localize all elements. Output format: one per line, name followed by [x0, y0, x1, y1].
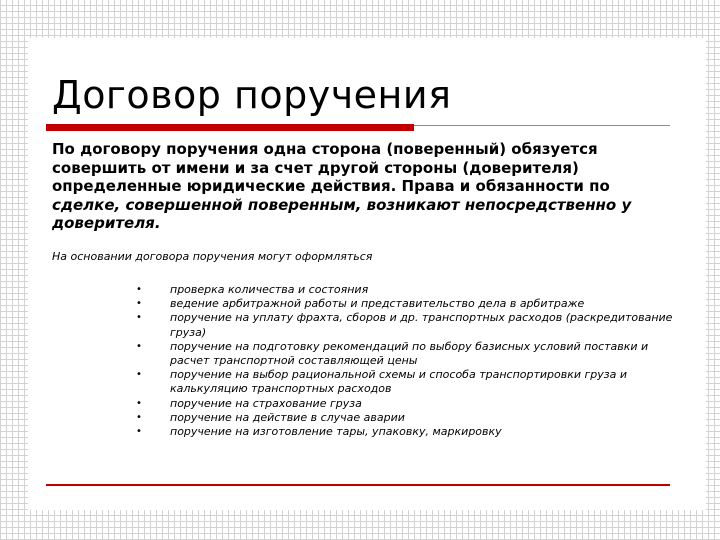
list-item	[136, 297, 676, 311]
list-item	[136, 340, 676, 368]
list-item-text: поручение на страхование груза	[170, 396, 362, 410]
bottom-rule	[46, 484, 670, 486]
lead-paragraph	[52, 140, 682, 233]
bullet-icon: •	[136, 312, 142, 324]
intro-line: На основании договора поручения могут оформляться	[52, 250, 373, 263]
bullet-icon: •	[136, 369, 142, 381]
list-item-text: ведение арбитражной работы и представительство дела в арбитраже	[170, 297, 585, 311]
bullet-icon: •	[136, 397, 142, 409]
list-item-text: поручение на изготовление тары, упаковку, маркировку	[170, 425, 502, 439]
bullet-icon: •	[136, 411, 142, 423]
bullet-icon: •	[136, 284, 142, 295]
list-item-text: поручение на уплату фрахта, сборов и др. транспортных расходов (раскредитование груза)	[170, 311, 673, 339]
list-item	[136, 397, 676, 411]
list-item	[136, 425, 676, 439]
list-item-text: проверка количества и состояния	[170, 283, 369, 296]
list-item	[136, 368, 676, 396]
list-item-text: поручение на действие в случае аварии	[170, 410, 405, 424]
bullet-icon: •	[136, 426, 142, 438]
list-item	[136, 411, 676, 425]
slide-title: Договор поручения	[52, 73, 452, 117]
list-item	[136, 283, 676, 297]
lead-text-emphasis: сделке, совершенной поверенным, возникают непосредственно у доверителя.	[52, 195, 632, 232]
bullet-icon: •	[136, 298, 142, 310]
list-item	[136, 311, 676, 339]
title-underline-red	[46, 124, 414, 131]
bullet-icon: •	[136, 340, 142, 352]
list-item-text: поручение на выбор рациональной схемы и способа транспортировки груза и калькуляцию транспортных расходов	[170, 368, 628, 396]
bullet-list	[136, 283, 676, 439]
list-item-text: поручение на подготовку рекомендаций по выбору базисных условий поставки и расчет транспортной составляющей цены	[170, 339, 649, 368]
lead-text: По договору поручения одна сторона (поверенный) обязуется совершить от имени и за счет другой стороны (доверителя) определенные юридические действия. Права и обязанности по	[52, 140, 610, 195]
